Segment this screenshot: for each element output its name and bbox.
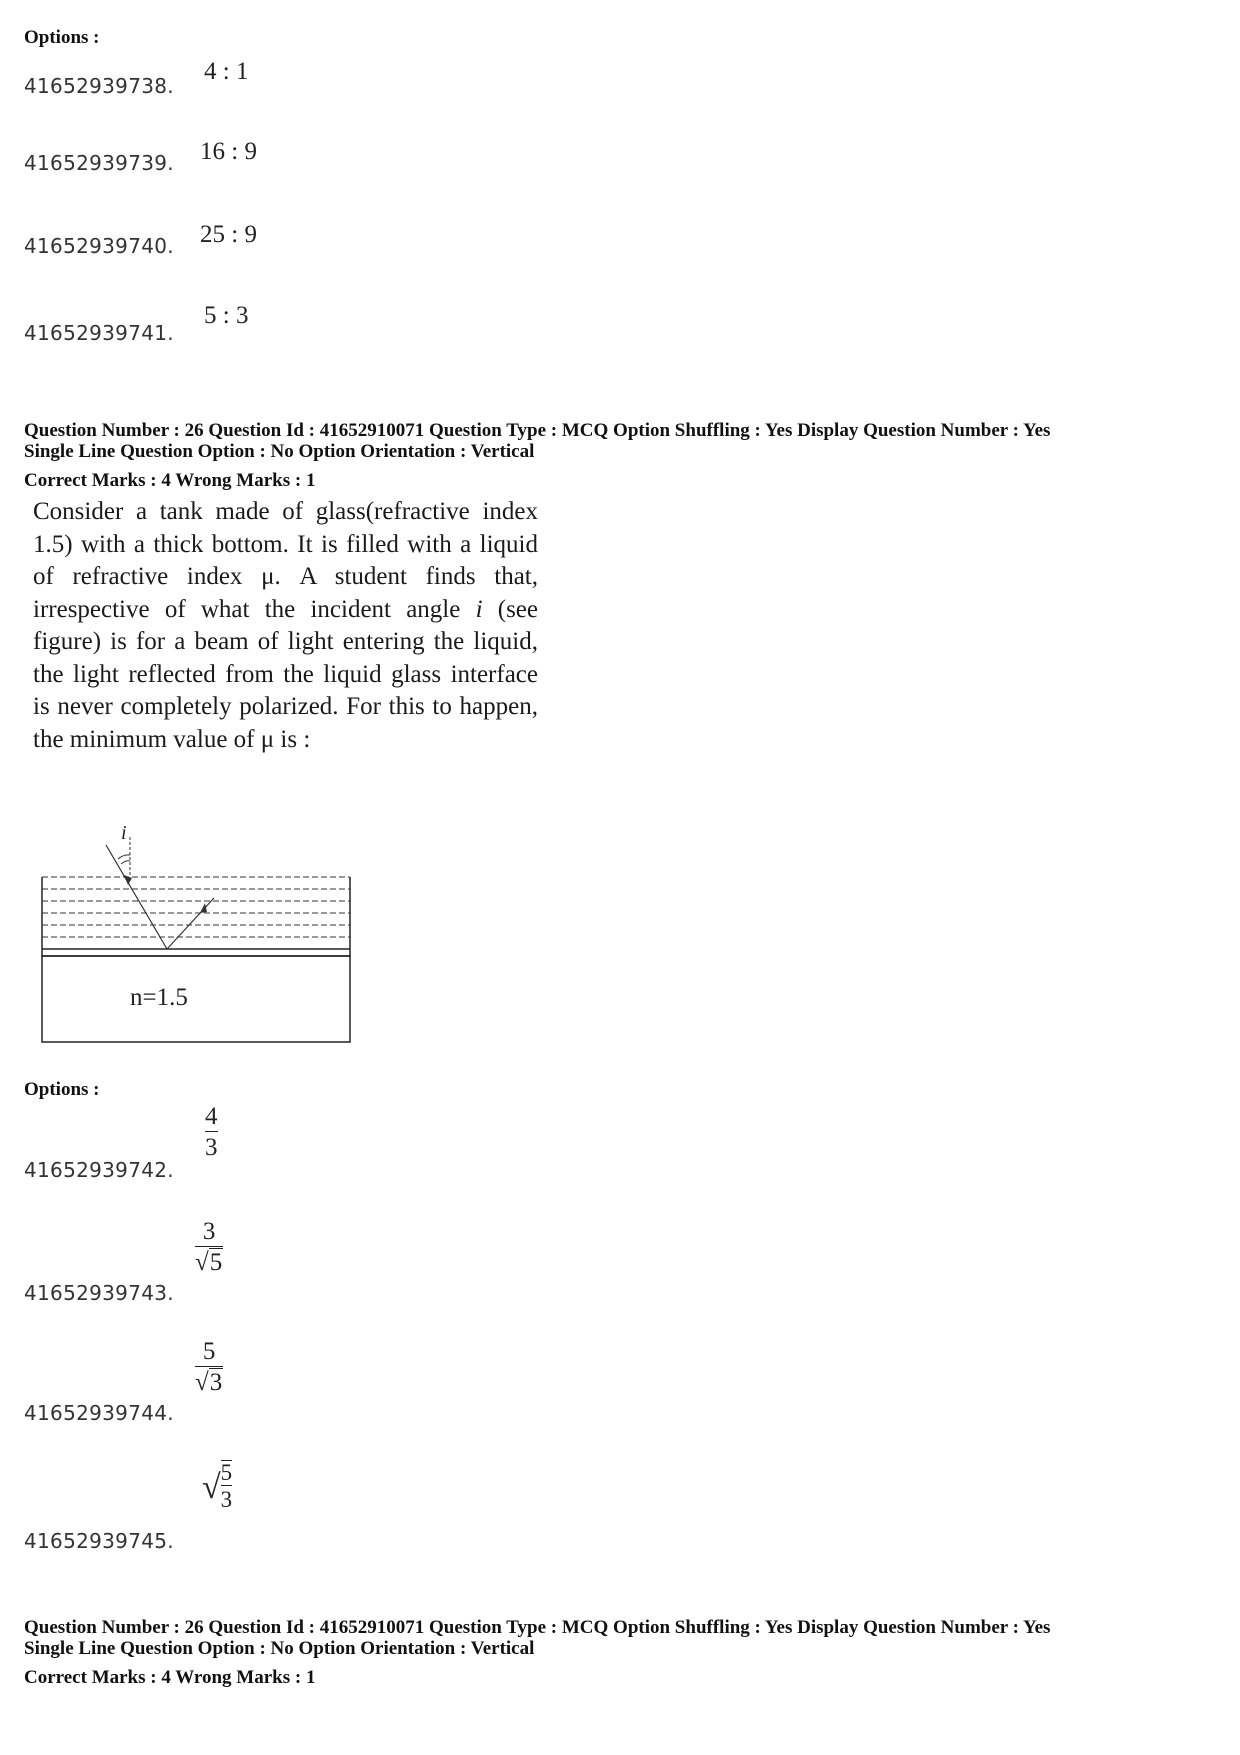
option-id: 41652939741. [24, 321, 174, 345]
option-value: 4 : 1 [204, 58, 249, 85]
options-label: Options : [24, 1079, 100, 1100]
option-id: 41652939743. [24, 1281, 174, 1305]
liquid-lines [42, 877, 350, 937]
option-value: 5 : 3 [204, 302, 249, 329]
option-id: 41652939740. [24, 234, 174, 258]
option-id: 41652939745. [24, 1529, 174, 1553]
tank-figure [0, 815, 380, 1060]
option-id: 41652939742. [24, 1158, 174, 1182]
question-text: Consider a tank made of glass(refractive index 1.5) with a thick bottom. It is filled with a liquid of refractive index μ. A student finds that, irrespective of what the incident angle i (see figure) is for a beam of light entering the liquid, the light reflected from the liquid glass interface is never completely polarized. For this to happen, the minimum value of μ is : [33, 498, 539, 753]
arrow-head [200, 903, 207, 913]
glass-block [42, 956, 350, 1042]
option-value: $\frac{5}{√3}$ [195, 1338, 223, 1396]
question-meta-line: Question Number : 26 Question Id : 41652910071 Question Type : MCQ Option Shuffling : Yes Display Question Number : Yes [24, 1617, 1051, 1638]
option-value: √ $\frac{5}{3}$ [202, 1460, 232, 1516]
option-value: 16 : 9 [200, 138, 257, 165]
glass-refractive-label: n=1.5 [130, 984, 188, 1011]
options-label: Options : [24, 27, 100, 48]
arrow-head [124, 875, 132, 885]
option-value: $\frac{3}{√5}$ [195, 1218, 223, 1276]
option-value: $\frac{4}{3}$ [205, 1103, 218, 1161]
option-value: 25 : 9 [200, 221, 257, 248]
option-id: 41652939744. [24, 1401, 174, 1425]
light-ray [106, 845, 214, 949]
question-meta-line: Single Line Question Option : No Option Orientation : Vertical [24, 441, 535, 462]
option-id: 41652939739. [24, 151, 174, 175]
question-marks: Correct Marks : 4 Wrong Marks : 1 [24, 1667, 316, 1688]
angle-label: i [121, 822, 127, 844]
question-meta [24, 1617, 1224, 1659]
question-meta-line: Question Number : 26 Question Id : 41652910071 Question Type : MCQ Option Shuffling : Yes Display Question Number : Yes [24, 420, 1051, 441]
question-meta-line: Single Line Question Option : No Option Orientation : Vertical [24, 1638, 535, 1659]
option-id: 41652939738. [24, 74, 174, 98]
question-marks: Correct Marks : 4 Wrong Marks : 1 [24, 470, 316, 491]
question-meta [24, 420, 1224, 462]
